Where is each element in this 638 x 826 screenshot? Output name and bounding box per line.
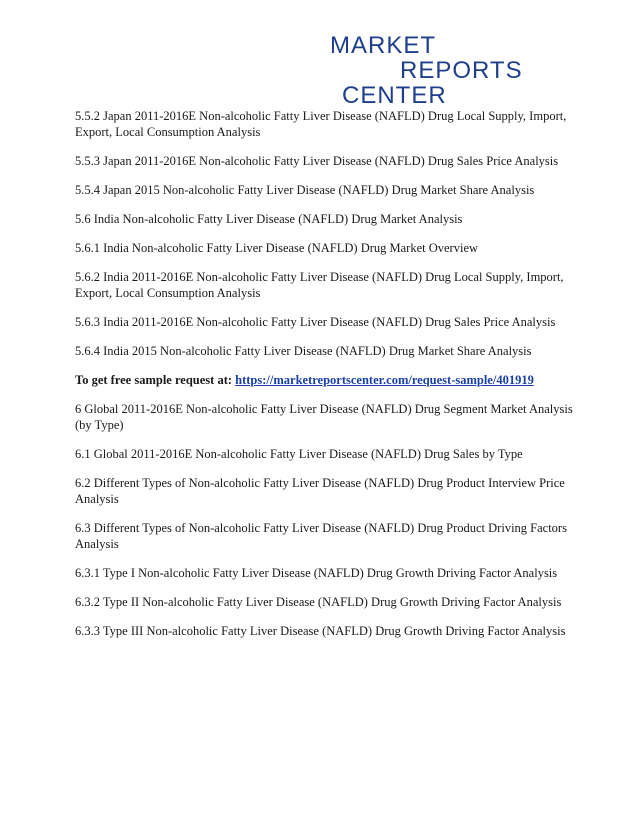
toc-entry: 6.2 Different Types of Non-alcoholic Fatty Liver Disease (NAFLD) Drug Product Interview Price Analysis (75, 476, 565, 506)
market-reports-center-logo (330, 30, 570, 109)
toc-entry: 5.5.4 Japan 2015 Non-alcoholic Fatty Liver Disease (NAFLD) Drug Market Share Analysis (75, 183, 535, 197)
toc-entry: 6.3 Different Types of Non-alcoholic Fatty Liver Disease (NAFLD) Drug Product Driving Factors Analysis (75, 521, 567, 551)
logo-line-reports: REPORTS (400, 57, 523, 84)
toc-entry: 5.5.3 Japan 2011-2016E Non-alcoholic Fatty Liver Disease (NAFLD) Drug Sales Price Analysis (75, 154, 559, 168)
toc-entry: 5.6 India Non-alcoholic Fatty Liver Disease (NAFLD) Drug Market Analysis (75, 212, 463, 226)
toc-entry: 6.1 Global 2011-2016E Non-alcoholic Fatty Liver Disease (NAFLD) Drug Sales by Type (75, 447, 523, 461)
toc-entry: 6 Global 2011-2016E Non-alcoholic Fatty Liver Disease (NAFLD) Drug Segment Market Analysis (by Type) (75, 402, 573, 432)
toc-entry: 6.3.2 Type II Non-alcoholic Fatty Liver Disease (NAFLD) Drug Growth Driving Factor Analysis (75, 595, 562, 609)
sample-request-label: To get free sample request at: (75, 373, 233, 387)
sample-request-link[interactable]: https://marketreportscenter.com/request-sample/401919 (235, 373, 534, 387)
toc-entry: 5.6.4 India 2015 Non-alcoholic Fatty Liver Disease (NAFLD) Drug Market Share Analysis (75, 344, 532, 358)
sample-request-line (75, 372, 575, 388)
toc-entry: 6.3.1 Type I Non-alcoholic Fatty Liver Disease (NAFLD) Drug Growth Driving Factor Analysis (75, 566, 558, 580)
toc-entry: 5.5.2 Japan 2011-2016E Non-alcoholic Fatty Liver Disease (NAFLD) Drug Local Supply, Import, Export, Local Consumption Analysis (75, 109, 567, 139)
toc-content (75, 108, 575, 652)
toc-entry: 5.6.3 India 2011-2016E Non-alcoholic Fatty Liver Disease (NAFLD) Drug Sales Price Analysis (75, 315, 556, 329)
logo-line-market: MARKET (330, 32, 437, 59)
toc-entry: 6.3.3 Type III Non-alcoholic Fatty Liver Disease (NAFLD) Drug Growth Driving Factor Analysis (75, 624, 566, 638)
toc-entry: 5.6.1 India Non-alcoholic Fatty Liver Disease (NAFLD) Drug Market Overview (75, 241, 479, 255)
toc-entry: 5.6.2 India 2011-2016E Non-alcoholic Fatty Liver Disease (NAFLD) Drug Local Supply, Import, Export, Local Consumption Analysis (75, 270, 564, 300)
logo-line-center: CENTER (342, 82, 447, 109)
